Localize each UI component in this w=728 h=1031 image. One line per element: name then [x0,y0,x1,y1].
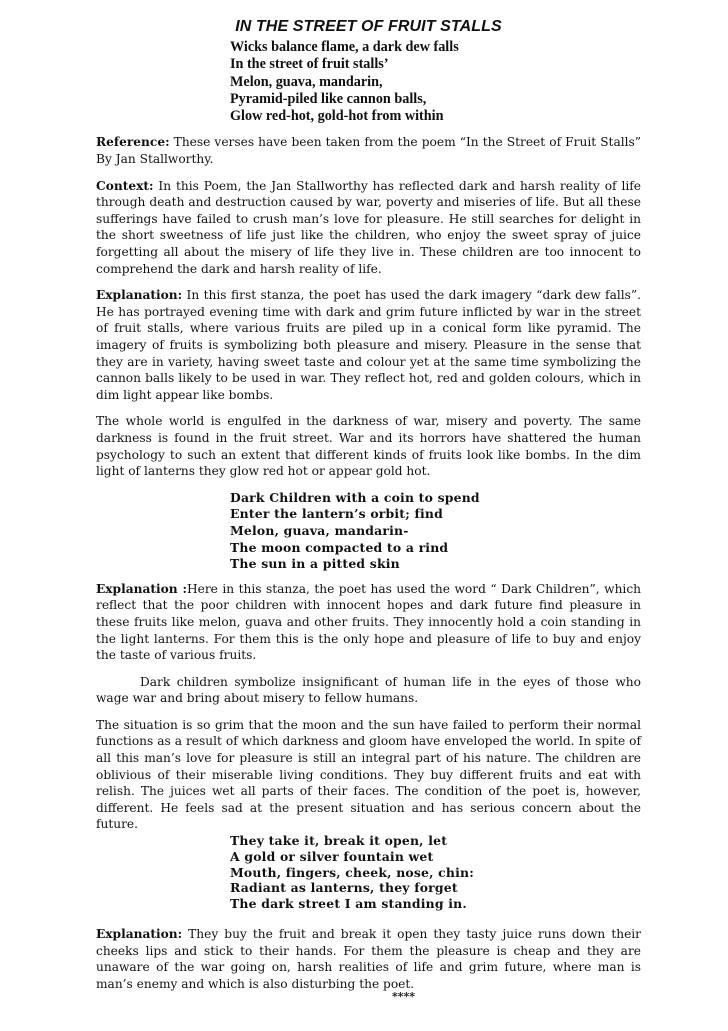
verse-line: Radiant as lanterns, they forget [230,880,458,896]
poem-title: IN THE STREET OF FRUIT STALLS [235,18,502,35]
verse-line: The sun in a pitted skin [230,556,400,572]
explanation-text: Here in this stanza, the poet has used the word “ Dark Children”, which reflect that the poor children with innocent hopes and dark future find pleasure in these fruits like melon, guava and other fruits. They innocently hold a coin standing in the light lanterns. For them this is the only hope and pleasure of life to buy and enjoy the taste of various fruits. [96,581,641,663]
stanza-3 [230,833,641,912]
verse-line: In the street of fruit stalls’ [230,56,389,73]
world-paragraph: The whole world is engulfed in the darkness of war, misery and poverty. The same darkness is found in the fruit street. War and its horrors have shattered the human psychology to such an extent that different kinds of fruits look like bombs. In the dim light of lanterns they glow red hot or appear gold hot. [96,414,641,479]
explanation-3-paragraph [96,926,641,992]
explanation-2-paragraph [96,581,641,664]
dark-children-paragraph: Dark children symbolize insignificant of human life in the eyes of those who wage war and bring about misery to fellow humans. [96,674,641,706]
verse-line: The dark street I am standing in. [230,896,467,912]
verse-line: A gold or silver fountain wet [230,848,434,864]
verse-line: Mouth, fingers, cheek, nose, chin: [230,864,475,880]
end-mark: **** [391,990,415,1004]
explanation-label: Explanation : [96,581,187,596]
stanza-2 [230,490,641,573]
verse-line: Dark Children with a coin to spend [230,489,480,505]
explanation-text: In this first stanza, the poet has used the dark imagery “dark dew falls”. He has portrayed evening time with dark and grim future inflicted by war in the street of fruit stalls, where various fruits are piled up in a conical form like pyramid. The imagery of fruits is symbolizing both pleasure and misery. Pleasure in the sense that they are in variety, having sweet taste and colour yet at the same time symbolizing the cannon balls likely to be used in war. They reflect hot, red and golden colours, which in dim light appear like bombs. [96,288,641,402]
verse-line: Enter the lantern’s orbit; find [230,506,444,522]
reference-paragraph [96,134,641,167]
explanation-label: Explanation: [96,927,183,942]
explanation-text: They buy the fruit and break it open they tasty juice runs down their cheeks lips and stick to their hands. For them the pleasure is cheap and they are unaware of the war going on, harsh realities of life and grim future, where man is man’s enemy and which is also disturbing the poet. [96,927,641,991]
verse-line: Glow red-hot, gold-hot from within [230,108,444,125]
reference-label: Reference: [96,135,170,150]
context-label: Context: [96,178,154,193]
explanation-label: Explanation: [96,288,183,303]
verse-line: Pyramid-piled like cannon balls, [230,90,427,107]
reference-text: These verses have been taken from the poem “In the Street of Fruit Stalls” By Jan Stallworthy. [96,135,641,167]
explanation-1-paragraph [96,287,641,403]
situation-paragraph: The situation is so grim that the moon and the sun have failed to perform their normal functions as a result of which darkness and gloom have enveloped the world. In spite of all this man’s love for pleasure is still an integral part of his nature. The children are oblivious of their miserable living conditions. They buy different fruits and eat with relish. The juices wet all parts of their faces. The condition of the poet is, however, different. He feels sad at the present situation and has serious concern about the future. [96,717,641,832]
document-page [96,18,641,1003]
verse-line: Melon, guava, mandarin- [230,522,409,538]
verse-line: They take it, break it open, let [230,833,448,849]
stanza-1 [230,39,641,125]
verse-line: The moon compacted to a rind [230,539,449,555]
context-paragraph [96,178,641,278]
verse-line: Melon, guava, mandarin, [230,73,383,90]
context-text: In this Poem, the Jan Stallworthy has reflected dark and harsh reality of life through death and destruction caused by war, poverty and miseries of life. But all these sufferings have failed to crush man’s love for pleasure. He still searches for delight in the short sweetness of life just like the children, who enjoy the sweet spray of juice forgetting all about the misery of life they live in. These children are too innocent to comprehend the dark and harsh reality of life. [96,178,641,276]
verse-line: Wicks balance flame, a dark dew falls [230,39,459,55]
